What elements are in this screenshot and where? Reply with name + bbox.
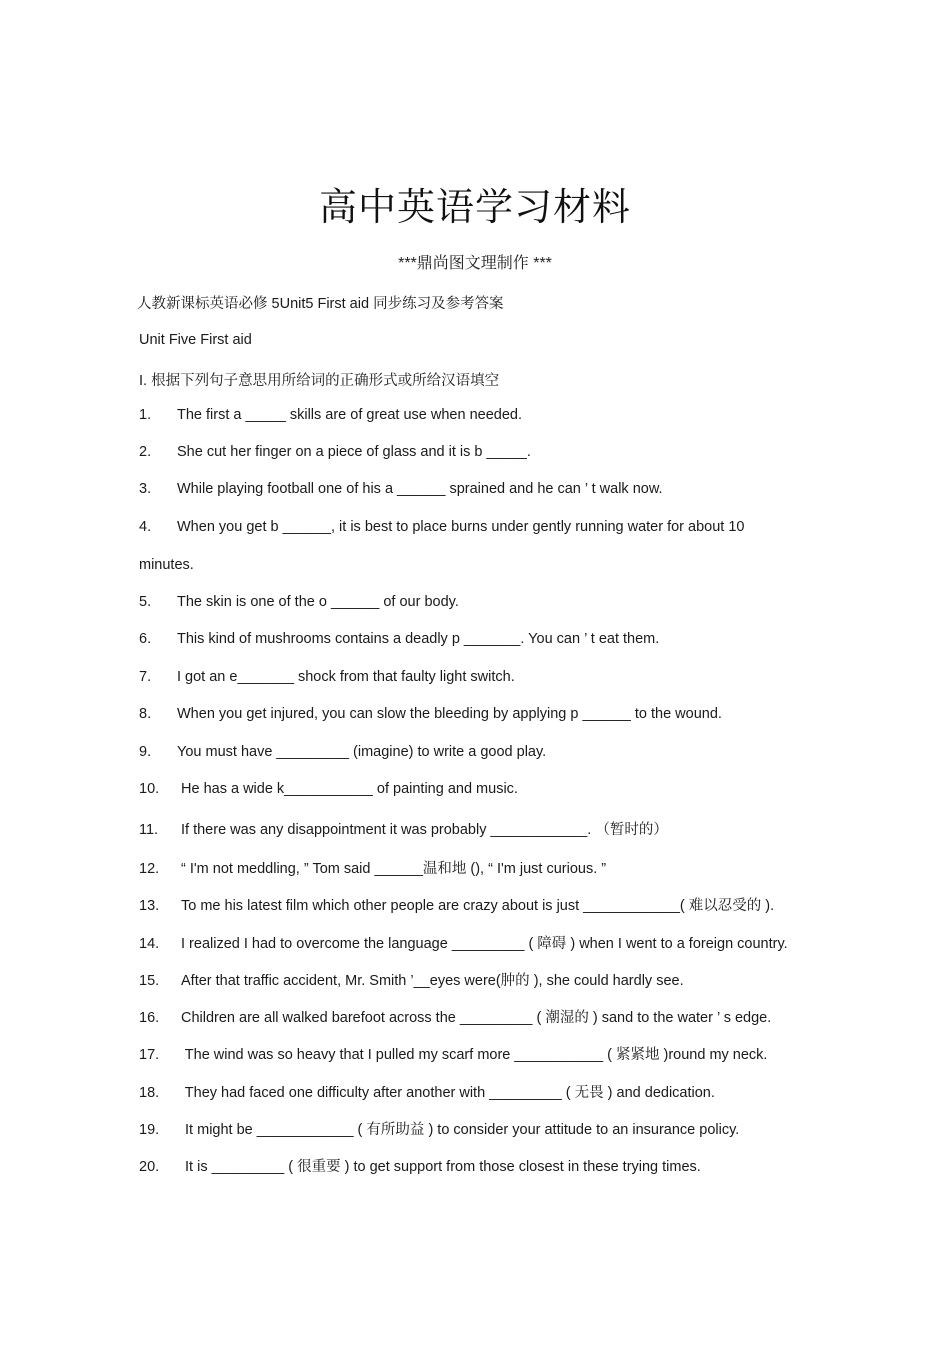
exercise-item: [139, 444, 531, 460]
exercise-text: When you get injured, you can slow the bleeding by applying p ______ to the wound.: [177, 706, 722, 722]
exercise-text: She cut her finger on a piece of glass and it is b _____.: [177, 444, 531, 460]
exercise-text: The skin is one of the o ______ of our body.: [177, 594, 459, 610]
exercise-item: [139, 1006, 771, 1027]
exercise-item: [139, 932, 788, 953]
document-title: 高中英语学习材料: [318, 187, 631, 229]
exercise-text: It is _________ ( 很重要 ) to get support from those closest in these trying times.: [181, 1159, 701, 1175]
exercise-item: [139, 894, 774, 915]
exercise-text: “ I'm not meddling, ” Tom said ______温和地 (), “ I'm just curious. ”: [181, 861, 607, 877]
exercise-text: While playing football one of his a ______ sprained and he can ’ t walk now.: [177, 481, 663, 497]
exercise-item: [139, 706, 722, 722]
exercise-number: 7.: [139, 669, 152, 685]
exercise-text: Children are all walked barefoot across the _________ ( 潮湿的 ) sand to the water ’ s edge.: [181, 1010, 772, 1026]
exercise-number: 12.: [139, 861, 160, 877]
exercise-number: 17.: [139, 1047, 160, 1063]
exercise-number: 16.: [139, 1010, 160, 1026]
exercise-item: [139, 857, 606, 878]
exercise-number: 3.: [139, 481, 152, 497]
document-subtitle: ***鼎尚图文理制作 ***: [398, 255, 552, 272]
exercise-text: They had faced one difficulty after another with _________ ( 无畏 ) and dedication.: [181, 1085, 715, 1101]
exercise-number: 6.: [139, 631, 152, 647]
exercise-text: He has a wide k___________ of painting and music.: [181, 781, 518, 797]
exercise-number: 19.: [139, 1122, 160, 1138]
exercise-text: The first a _____ skills are of great use when needed.: [177, 407, 522, 423]
exercise-text: I got an e_______ shock from that faulty light switch.: [177, 669, 515, 685]
exercise-text: You must have _________ (imagine) to write a good play.: [177, 744, 547, 760]
exercise-number: 8.: [139, 706, 152, 722]
exercise-number: 4.: [139, 519, 152, 535]
exercise-number: 2.: [139, 444, 152, 460]
exercise-number: 10.: [139, 781, 160, 797]
exercise-number: 9.: [139, 744, 152, 760]
exercise-number: 15.: [139, 973, 160, 989]
exercise-text: To me his latest film which other people are crazy about is just ____________( 难以忍受的 ).: [181, 898, 775, 914]
course-line: 人教新课标英语必修 5Unit5 First aid 同步练习及参考答案: [137, 296, 504, 312]
exercise-item: [139, 1155, 701, 1176]
exercise-item: [139, 1043, 767, 1064]
exercise-item: [139, 631, 659, 647]
exercise-number: 1.: [139, 407, 152, 423]
exercise-item: [139, 744, 546, 760]
exercise-number: 13.: [139, 898, 160, 914]
exercise-text: The wind was so heavy that I pulled my scarf more ___________ ( 紧紧地 )round my neck.: [181, 1047, 768, 1063]
exercise-item: [139, 1118, 739, 1139]
section-heading: I. 根据下列句子意思用所给词的正确形式或所给汉语填空: [139, 373, 500, 389]
exercise-item: [139, 1081, 715, 1102]
exercise-text: I realized I had to overcome the language _________ ( 障碍 ) when I went to a foreign country.: [181, 936, 788, 952]
exercise-item: [139, 818, 668, 839]
exercise-item: [139, 407, 522, 423]
exercise-item: [139, 481, 663, 497]
exercise-text: If there was any disappointment it was probably ____________. （暂时的）: [181, 822, 668, 838]
exercise-item: [139, 669, 515, 685]
exercise-item: [139, 969, 684, 990]
exercise-item: [139, 594, 459, 610]
exercise-item: [139, 519, 744, 535]
exercise-number: 11.: [139, 822, 159, 838]
exercise-number: 14.: [139, 936, 160, 952]
exercise-text: This kind of mushrooms contains a deadly p _______. You can ’ t eat them.: [177, 631, 660, 647]
exercise-text: minutes.: [139, 557, 194, 573]
exercise-text: After that traffic accident, Mr. Smith ’__eyes were(肿的 ), she could hardly see.: [181, 973, 684, 989]
exercise-text: When you get b ______, it is best to place burns under gently running water for about 10: [177, 519, 745, 535]
exercise-text: It might be ____________ ( 有所助益 ) to consider your attitude to an insurance policy.: [181, 1122, 740, 1138]
exercise-item: [139, 557, 194, 573]
exercise-number: 5.: [139, 594, 152, 610]
exercise-item: [139, 781, 518, 797]
unit-heading: Unit Five First aid: [139, 332, 252, 348]
exercise-number: 18.: [139, 1085, 160, 1101]
exercise-number: 20.: [139, 1159, 160, 1175]
